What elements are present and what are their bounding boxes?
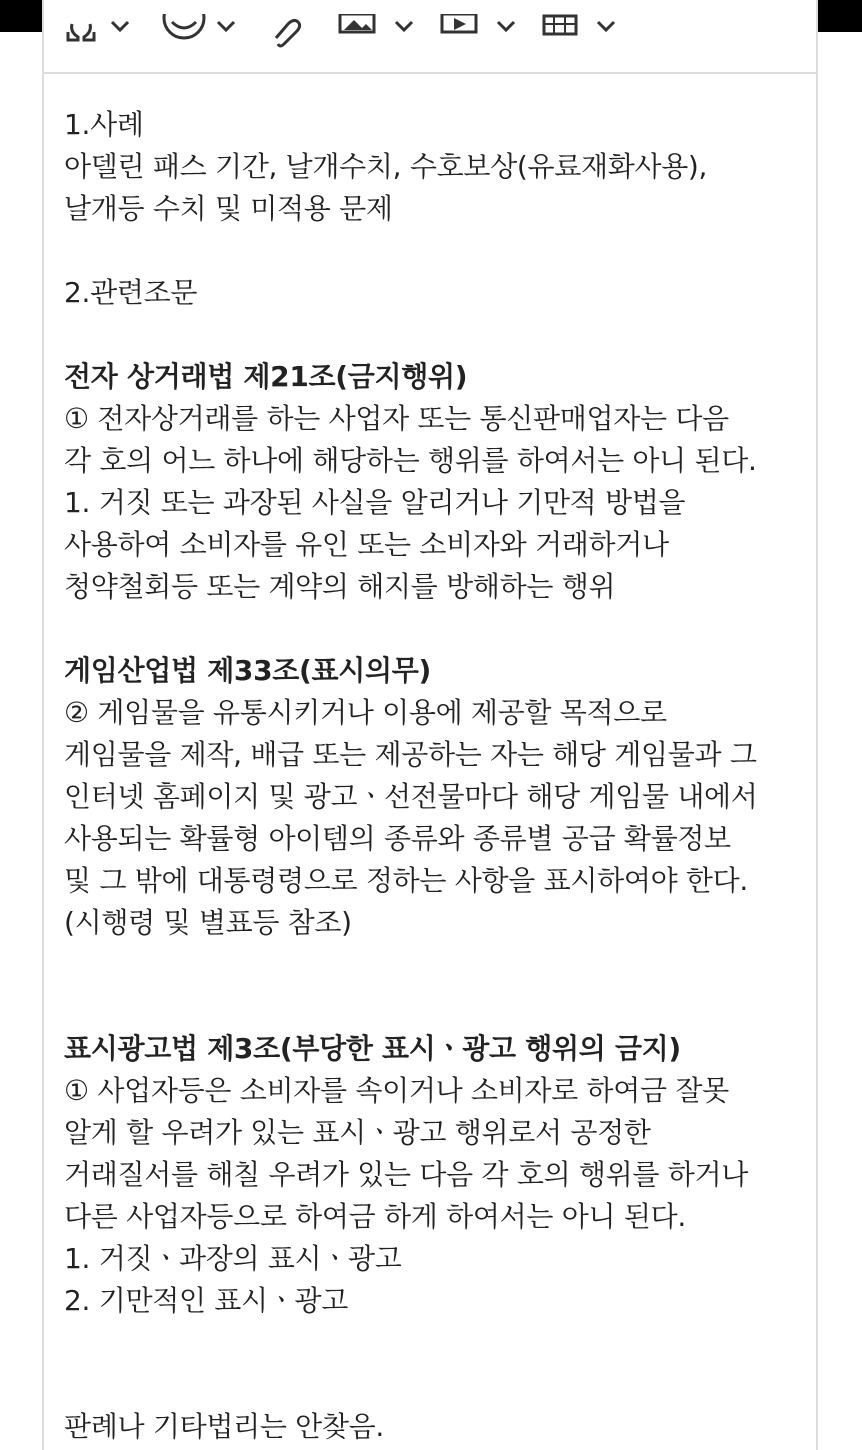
video-button[interactable] (440, 14, 524, 54)
law-line: (시행령 및 별표등 참조) (64, 906, 352, 939)
emoji-button[interactable] (160, 14, 244, 54)
editor-content[interactable] (64, 104, 804, 1448)
law-line: 사용하여 소비자를 유인 또는 소비자와 거래하거나 (64, 528, 669, 561)
table-button[interactable] (542, 14, 626, 54)
emoji-icon (160, 14, 244, 54)
law-line: 각 호의 어느 하나에 해당하는 행위를 하여서는 아니 된다. (64, 444, 757, 477)
law-line: 청약철회등 또는 계약의 해지를 방해하는 행위 (64, 570, 616, 603)
video-icon (440, 14, 524, 54)
law-line: 알게 할 우려가 있는 표시ㆍ광고 행위로서 공정한 (64, 1116, 651, 1149)
image-icon (338, 14, 422, 54)
law-line: 및 그 밖에 대통령령으로 정하는 사항을 표시하여야 한다. (64, 864, 749, 897)
paragraph-line: 아델린 패스 기간, 날개수치, 수호보상(유료재화사용), (64, 150, 708, 183)
law-title: 전자 상거래법 제21조(금지행위) (64, 360, 468, 393)
law-line: 다른 사업자등으로 하여금 하게 하여서는 아니 된다. (64, 1200, 686, 1233)
section-title: 2.관련조문 (64, 276, 198, 309)
law-line: 1. 거짓 또는 과장된 사실을 알리거나 기만적 방법을 (64, 486, 686, 519)
law-line: 게임물을 제작, 배급 또는 제공하는 자는 해당 게임물과 그 (64, 738, 757, 771)
law-line: ② 게임물을 유통시키거나 이용에 제공할 목적으로 (64, 696, 667, 729)
law-line: 인터넷 홈페이지 및 광고ㆍ선전물마다 해당 게임물 내에서 (64, 780, 758, 813)
editor (42, 0, 818, 1450)
law-line: 2. 기만적인 표시ㆍ광고 (64, 1284, 349, 1317)
law-title: 표시광고법 제3조(부당한 표시ㆍ광고 행위의 금지) (64, 1032, 681, 1065)
law-line: 사용되는 확률형 아이템의 종류와 종류별 공급 확률정보 (64, 822, 731, 855)
table-icon (542, 14, 626, 54)
closing-note: 판례나 기타법리는 안찾음. (64, 1410, 385, 1443)
law-line: ① 사업자등은 소비자를 속이거나 소비자로 하여금 잘못 (64, 1074, 729, 1107)
law-line: 거래질서를 해칠 우려가 있는 다음 각 호의 행위를 하거나 (64, 1158, 749, 1191)
law-line: ① 전자상거래를 하는 사업자 또는 통신판매업자는 다음 (64, 402, 729, 435)
editor-toolbar (44, 0, 816, 74)
link-button[interactable] (270, 14, 310, 54)
link-icon (270, 14, 310, 54)
special-char-button[interactable] (64, 14, 138, 54)
omega-icon (64, 14, 138, 54)
law-title: 게임산업법 제33조(표시의무) (64, 654, 432, 687)
image-button[interactable] (338, 14, 422, 54)
law-line: 1. 거짓ㆍ과장의 표시ㆍ광고 (64, 1242, 402, 1275)
paragraph-line: 날개등 수치 및 미적용 문제 (64, 192, 393, 225)
section-title: 1.사례 (64, 108, 144, 141)
